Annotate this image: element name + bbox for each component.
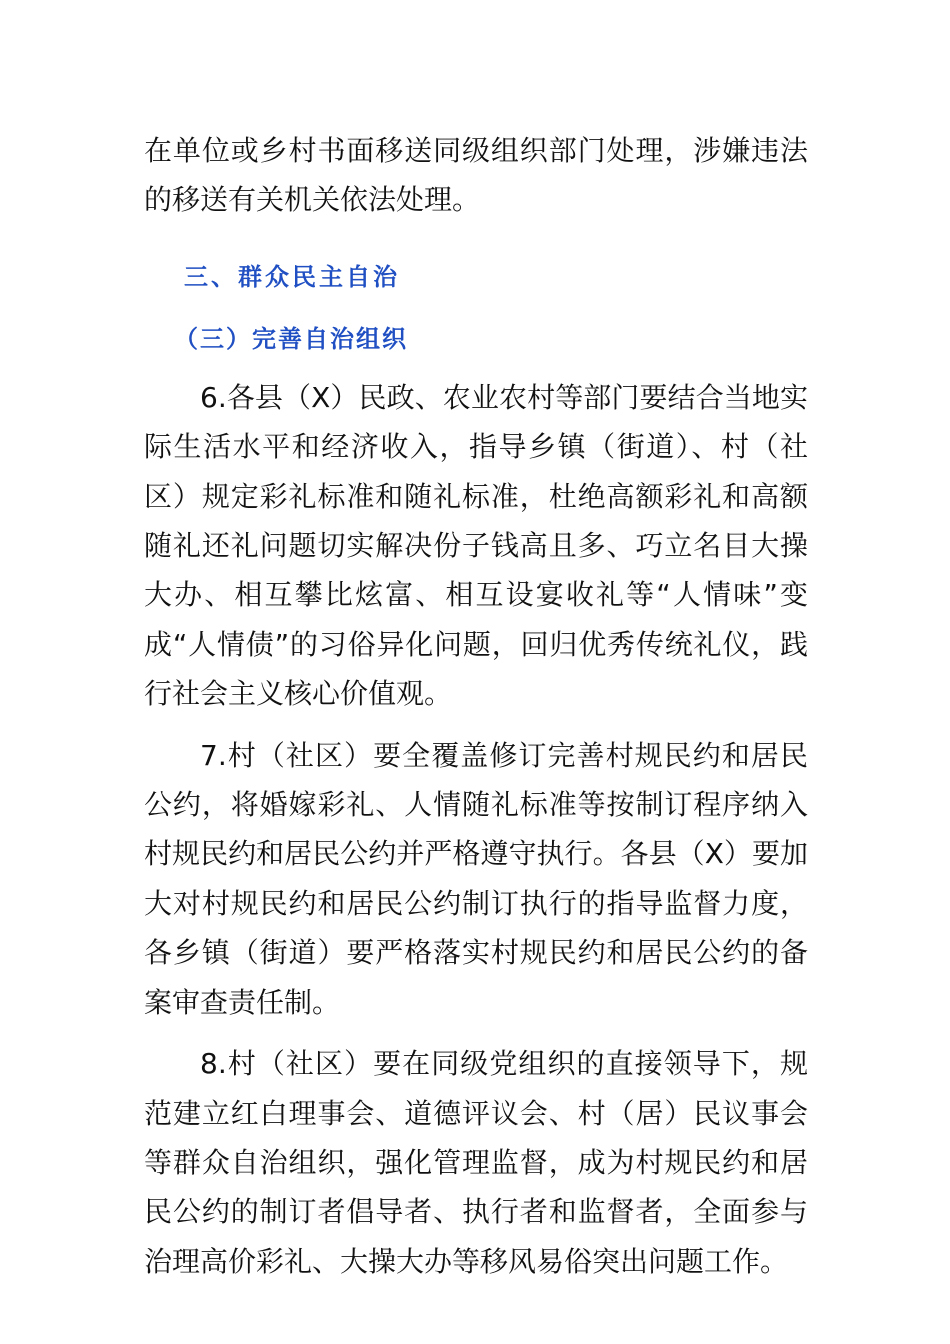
subsection-heading: （三）完善自治组织 bbox=[174, 323, 408, 353]
paragraph-8: 8.村（社区）要在同级党组织的直接领导下，规范建立红白理事会、道德评议会、村（居）民议事会等群众自治组织，强化管理监督，成为村规民约和居民公约的制订者倡导者、执行者和监督者，全面参与治理高价彩礼、大操大办等移风易俗突出问题工作。 bbox=[144, 1047, 808, 1278]
section-heading: 三、群众民主自治 bbox=[184, 261, 400, 291]
paragraph-6: 6.各县（X）民政、农业农村等部门要结合当地实际生活水平和经济收入，指导乡镇（街道）、村（社区）规定彩礼标准和随礼标准，杜绝高额彩礼和高额随礼还礼问题切实解决份子钱高且多、巧立名目大操大办、相互攀比炫富、相互设宴收礼等“人情味”变成“人情债”的习俗异化问题，回归优秀传统礼仪，践行社会主义核心价值观。 bbox=[144, 380, 808, 711]
paragraph-7: 7.村（社区）要全覆盖修订完善村规民约和居民公约，将婚嫁彩礼、人情随礼标准等按制订程序纳入村规民约和居民公约并严格遵守执行。各县（X）要加大对村规民约和居民公约制订执行的指导监督力度，各乡镇（街道）要严格落实村规民约和居民公约的备案审查责任制。 bbox=[144, 738, 808, 1019]
intro-paragraph: 在单位或乡村书面移送同级组织部门处理，涉嫌违法的移送有关机关依法处理。 bbox=[144, 134, 808, 217]
document-body bbox=[144, 126, 808, 1286]
